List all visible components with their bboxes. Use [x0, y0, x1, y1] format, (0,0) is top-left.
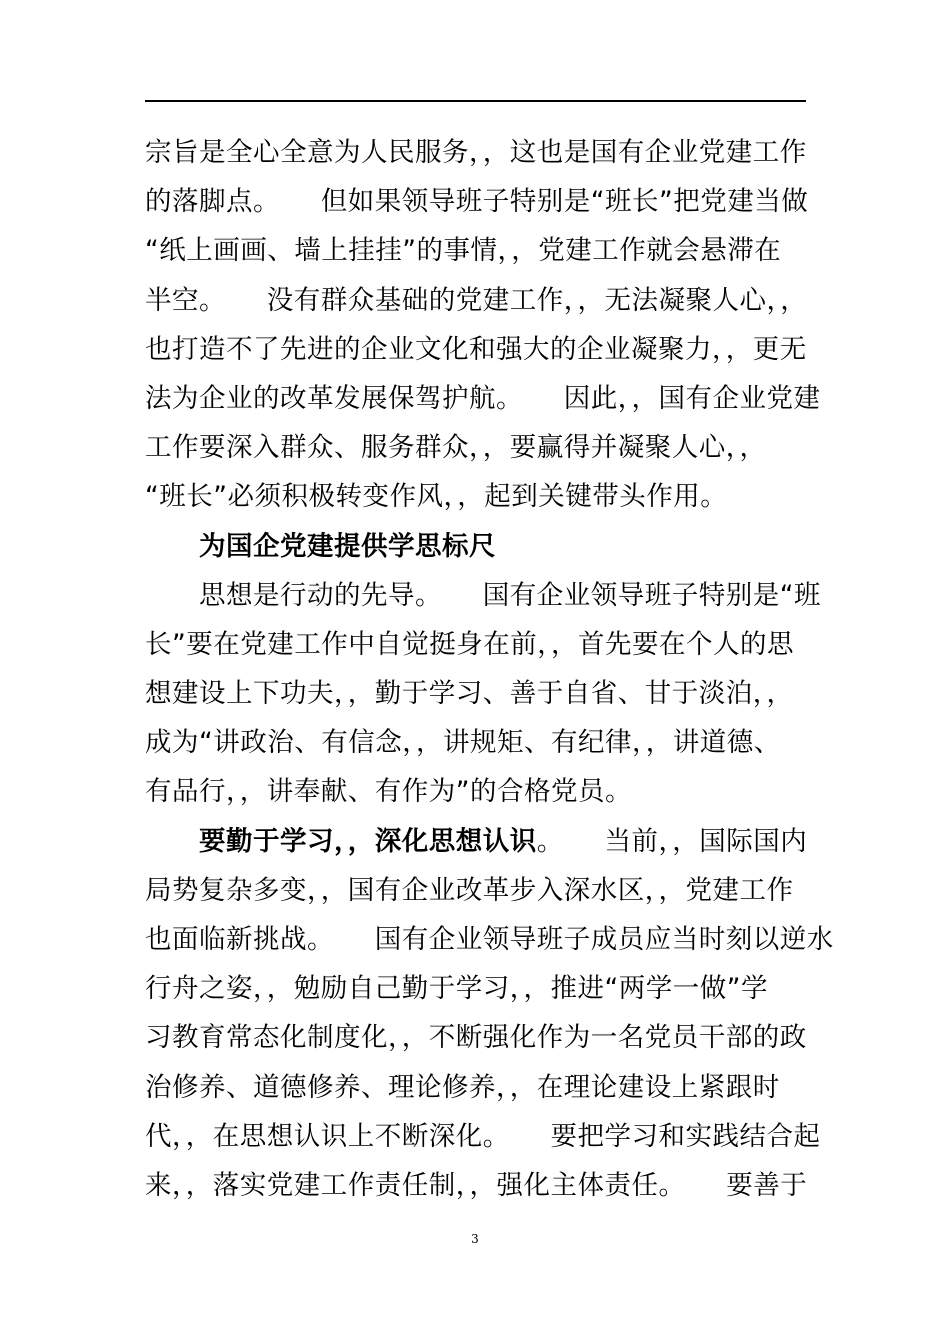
text-line: 来，，落实党建工作责任制，，强化主体责任。 要善于	[145, 1169, 808, 1201]
text-line: “班长”必须积极转变作风，，起到关键带头作用。	[145, 481, 728, 513]
text-line: 半空。 没有群众基础的党建工作，，无法凝聚人心，，	[145, 284, 808, 316]
bold-lead-phrase: 要勤于学习，，深化思想认识	[145, 825, 537, 857]
text-line: 想建设上下功夫，，勤于学习、善于自省、甘于淡泊，，	[145, 678, 794, 710]
text-line: 习教育常态化制度化，，不断强化作为一名党员干部的政	[145, 1022, 807, 1054]
text-line: 成为“讲政治、有信念，，讲规矩、有纪律，，讲道德、	[145, 727, 781, 759]
header-rule	[145, 100, 806, 102]
section-heading: 为国企党建提供学思标尺	[145, 530, 496, 562]
body-text	[145, 128, 834, 1210]
text-line: 宗旨是全心全意为人民服务，，这也是国有企业党建工作	[145, 137, 807, 168]
text-line: 法为企业的改革发展保驾护航。 因此，，国有企业党建	[145, 382, 821, 414]
text-line: 长”要在党建工作中自觉挺身在前，，首先要在个人的思	[145, 628, 794, 660]
text-line: 也面临新挑战。 国有企业领导班子成员应当时刻以逆水	[145, 924, 834, 955]
text-run: 。 当前，，国际国内	[536, 825, 808, 857]
text-line: 也打造不了先进的企业文化和强大的企业凝聚力，，更无	[145, 333, 807, 365]
text-line: 治修养、道德修养、理论修养，，在理论建设上紧跟时	[145, 1071, 780, 1103]
text-line: “纸上画画、墙上挂挂”的事情，，党建工作就会悬滞在	[145, 235, 782, 267]
text-line: 代，，在思想认识上不断深化。 要把学习和实践结合起	[145, 1120, 821, 1152]
text-line	[145, 817, 806, 866]
text-line: 工作要深入群众、服务群众，，要赢得并凝聚人心，，	[145, 432, 767, 464]
text-line: 局势复杂多变，，国有企业改革步入深水区，，党建工作	[145, 874, 794, 906]
text-line: 行舟之姿，，勉励自己勤于学习，，推进“两学一做”学	[145, 973, 768, 1005]
page-number: 3	[471, 1232, 479, 1246]
text-line: 有品行，，讲奉献、有作为”的合格党员。	[145, 776, 632, 808]
text-line: 思想是行动的先导。 国有企业领导班子特别是“班	[145, 579, 821, 611]
text-line: 的落脚点。 但如果领导班子特别是“班长”把党建当做	[145, 186, 809, 218]
